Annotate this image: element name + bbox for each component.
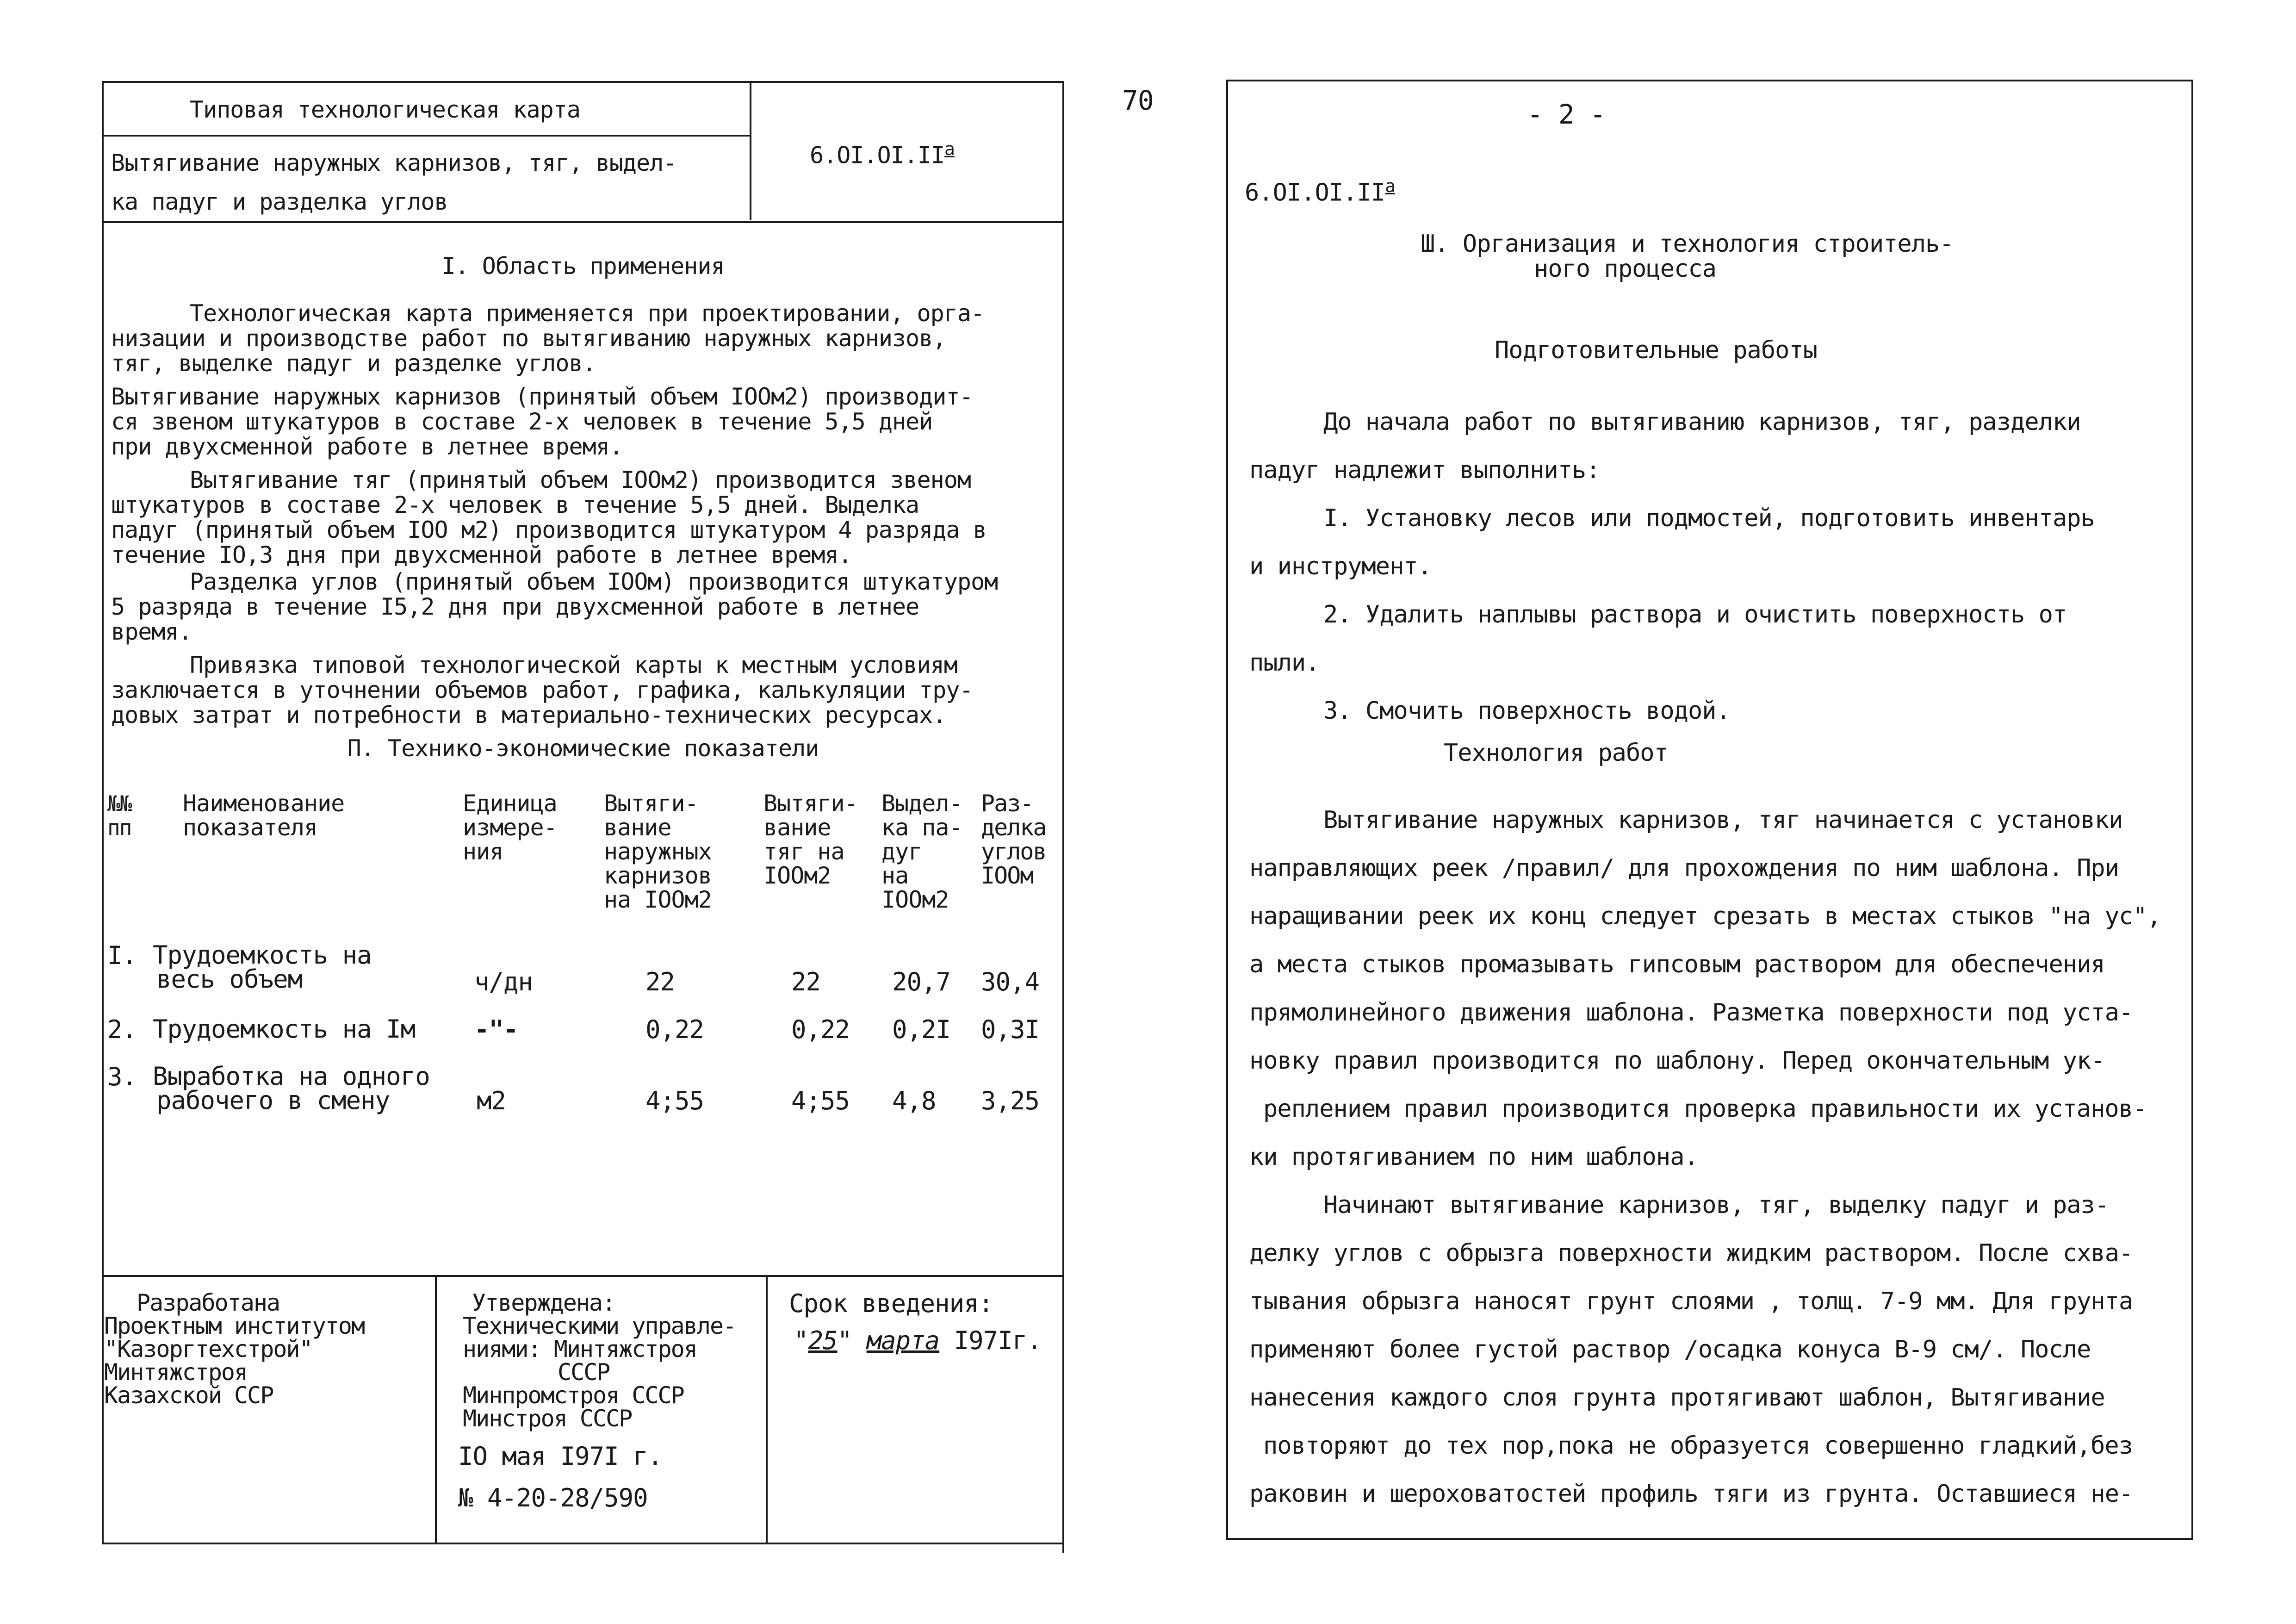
paragraph-line: заключается в уточнении объемов работ, графика, калькуляции тру- [111, 677, 973, 703]
text-line: направляющих реек /правил/ для прохождения по ним шаблона. При [1249, 854, 2119, 882]
heading-line: Ш. Организация и технология строитель- [1421, 230, 1954, 258]
paragraph-line: Разделка углов (принятый объем IOOм) производится штукатуром [190, 568, 998, 595]
footer-line: Разработана [137, 1289, 280, 1316]
text-line: новку правил производится по шаблону. Перед окончательным ук- [1249, 1047, 2105, 1075]
text-line: Вытягивание наружных карнизов, тяг начинается с установки [1323, 806, 2123, 834]
text-line: пыли. [1249, 649, 1320, 677]
row-name [153, 1064, 430, 1113]
paragraph-line: ся звеном штукатуров в составе 2-х человек в течение 5,5 дней [111, 408, 933, 435]
paragraph-line: время. [111, 618, 192, 645]
row-value: 0,3I [981, 1015, 1040, 1044]
header-code-sup: а [944, 139, 955, 159]
row-value: 4;55 [791, 1086, 850, 1115]
row-unit: -"- [474, 1015, 518, 1044]
paragraph-line: Вытягивание наружных карнизов (принятый объем IOOм2) производит- [111, 383, 973, 410]
section1-paragraph [111, 301, 1055, 376]
footer-line: ниями: Минтяжстроя [463, 1336, 697, 1363]
table-header-line: Раз- [981, 790, 1033, 817]
text-line: применяют более густой раствор /осадка конуса В-9 см/. После [1249, 1336, 2091, 1363]
right-code-sup: а [1385, 176, 1395, 196]
paragraph-line: низации и производстве работ по вытягиванию наружных карнизов, [111, 325, 946, 352]
footer-line: Проектным институтом [104, 1313, 365, 1339]
header-subtitle [111, 143, 676, 221]
row-name-line: Трудоемкость на Iм [153, 1014, 416, 1044]
header-subtitle-line: ка падуг и разделка углов [111, 188, 448, 215]
text-line: тывания обрызга наносят грунт слоями , толщ. 7-9 мм. Для грунта [1249, 1288, 2133, 1315]
footer-developed [104, 1289, 365, 1409]
header-divider-bottom [102, 221, 1064, 223]
header-code [810, 137, 955, 168]
row-value: 0,22 [645, 1015, 704, 1044]
text-line: реплением правил производится проверка правильности их установ- [1263, 1095, 2147, 1123]
left-frame-right [1062, 81, 1064, 1553]
left-frame-left [102, 81, 104, 1543]
text-line: прямолинейного движения шаблона. Разметка поверхности под уста- [1249, 999, 2133, 1027]
table-header-line: Вытяги- [763, 790, 858, 817]
table-header-line: дуг [881, 838, 922, 865]
right-section-heading [1421, 231, 1954, 281]
paragraph-line: течение IO,3 дня при двухсменной работе в летнее время. [111, 541, 852, 568]
right-frame-left [1226, 80, 1228, 1540]
row-value: 20,7 [892, 967, 951, 996]
technology-of-works [1249, 796, 2198, 1518]
footer-line: Минстроя СССР [463, 1405, 632, 1432]
row-value: 3,25 [981, 1086, 1040, 1115]
header-divider-vertical [750, 81, 751, 220]
header-code-main: 6.OI.OI.II [810, 142, 945, 169]
table-header-cell [763, 791, 858, 888]
section1-paragraph [111, 384, 1055, 459]
row-number: I. [107, 941, 137, 970]
table-header-line: ка па- [881, 814, 962, 841]
paragraph-line: штукатуров в составе 2-х человек в течение 5,5 дней. Выделка [111, 492, 919, 518]
text-line: делку углов с обрызга поверхности жидким раствором. После схва- [1249, 1239, 2133, 1267]
section1-paragraph [111, 569, 1055, 644]
right-frame-top [1226, 80, 2193, 81]
table-header-line: IOOм [981, 862, 1033, 889]
text-line: раковин и шероховатостей профиль тяги из грунта. Оставшиеся не- [1249, 1480, 2133, 1508]
right-frame-bottom [1226, 1538, 2193, 1540]
term-year: I97Iг. [954, 1326, 1042, 1355]
table-header-line: измере- [463, 814, 557, 841]
paragraph-line: Привязка типовой технологической карты к местным условиям [190, 652, 957, 678]
footer-line: СССР [558, 1359, 610, 1386]
text-line: 3. Смочить поверхность водой. [1323, 697, 1730, 725]
table-header-line: делка [981, 814, 1046, 841]
heading-line: ного процесса [1534, 255, 1716, 283]
text-line: ки протягиванием по ним шаблона. [1249, 1143, 1698, 1171]
row-value: 0,2I [892, 1015, 951, 1044]
row-value: 22 [645, 967, 675, 996]
paragraph-line: падуг (принятый объем IOO м2) производится штукатуром 4 разряда в [111, 516, 987, 543]
table-header-line: карнизов [604, 862, 712, 889]
section1-heading: I. Область применения [441, 253, 725, 280]
paragraph-line: 5 разряда в течение I5,2 дня при двухсменной работе в летнее [111, 593, 919, 620]
section1-paragraph [111, 653, 1055, 728]
footer-line: Утверждена: [472, 1289, 615, 1316]
row-value: 4;55 [645, 1086, 704, 1115]
footer-line: Техническими управле- [463, 1313, 736, 1339]
left-frame-bottom [102, 1543, 1064, 1544]
table-header-line: пп [107, 815, 131, 840]
text-line: I. Установку лесов или подмостей, подготовить инвентарь [1323, 504, 2095, 532]
table-header-line: показателя [183, 814, 318, 841]
footer-line: Минпромстроя СССР [463, 1382, 684, 1409]
footer-term-date: "25" марта I97Iг. [794, 1326, 1042, 1355]
row-name-line: Трудоемкость на [153, 940, 372, 970]
table-header-line: IOOм2 [881, 886, 949, 913]
footer-divider-1 [435, 1275, 437, 1543]
table-header-line: ния [463, 838, 503, 865]
footer-divider-top [102, 1275, 1064, 1277]
table-header-line: Вытяги- [604, 790, 698, 817]
right-code [1245, 174, 1395, 205]
row-unit: ч/дн [474, 967, 533, 996]
text-line: нанесения каждого слоя грунта протягивают шаблон, Вытягивание [1249, 1384, 2105, 1412]
row-value: 0,22 [791, 1015, 850, 1044]
footer-approved-date: IO мая I97I г. [458, 1442, 663, 1471]
right-sub-heading: Технология работ [1444, 739, 1668, 767]
header-title: Типовая технологическая карта [190, 96, 580, 123]
row-value: 30,4 [981, 967, 1040, 996]
table-header-line: Единица [463, 790, 557, 817]
row-value: 4,8 [892, 1086, 936, 1115]
left-frame-top [102, 81, 1064, 83]
preparatory-works [1249, 398, 2198, 735]
footer-line: "Казоргтехстрой" [104, 1336, 312, 1363]
table-header-cell [107, 791, 131, 840]
header-subtitle-line: Вытягивание наружных карнизов, тяг, выдел- [111, 149, 677, 176]
table-header-line: Выдел- [881, 790, 962, 817]
row-name [153, 940, 372, 994]
table-header-line: на IOOм2 [604, 886, 712, 913]
text-line: падуг надлежит выполнить: [1249, 456, 1600, 484]
footer-divider-2 [766, 1275, 768, 1543]
table-header-cell [183, 791, 344, 840]
table-header-line: вание [604, 814, 671, 841]
text-line: и инструмент. [1249, 553, 1432, 580]
term-day: 25 [808, 1326, 838, 1355]
header-divider-title [102, 135, 751, 137]
text-line: повторяют до тех пор,пока не образуется совершенно гладкий,без [1263, 1432, 2133, 1460]
paragraph-line: довых затрат и потребности в материально-технических ресурсах. [111, 702, 946, 728]
footer-term-label: Срок введения: [789, 1289, 993, 1318]
row-number: 3. [107, 1062, 137, 1091]
paragraph-line: тяг, выделке падуг и разделке углов. [111, 350, 596, 377]
text-line: Начинают вытягивание карнизов, тяг, выделку падуг и раз- [1323, 1191, 2109, 1219]
section2-heading: П. Технико-экономические показатели [347, 735, 819, 762]
footer-line: Минтяжстроя [104, 1359, 248, 1386]
row-value: 22 [791, 967, 821, 996]
table-header-cell [463, 791, 557, 864]
term-month: марта [866, 1326, 940, 1355]
right-sub-heading: Подготовительные работы [1495, 336, 1818, 364]
paragraph-line: Вытягивание тяг (принятый объем IOOм2) производится звеном [190, 467, 971, 493]
paragraph-line: Технологическая карта применяется при проектировании, орга- [190, 300, 985, 327]
text-line: наращивании реек их конц следует срезать в местах стыков "на ус", [1249, 902, 2161, 930]
page-number: 70 [1122, 85, 1154, 116]
row-name-line: весь объем [156, 964, 303, 994]
footer-approved-number: № 4-20-28/590 [458, 1483, 648, 1512]
table-header-cell [604, 791, 712, 912]
text-line: До начала работ по вытягиванию карнизов, тяг, разделки [1323, 408, 2081, 436]
table-header-line: №№ [107, 791, 131, 816]
table-header-line: углов [981, 838, 1046, 865]
paragraph-line: при двухсменной работе в летнее время. [111, 433, 623, 460]
table-header-line: вание [763, 814, 831, 841]
row-name-line: Выработка на одного [153, 1062, 430, 1091]
row-name-line: рабочего в смену [156, 1086, 390, 1115]
footer-approved [463, 1289, 736, 1432]
table-header-line: тяг на [763, 838, 844, 865]
table-header-cell [981, 791, 1046, 888]
table-header-line: на [881, 862, 909, 889]
table-header-line: Наименование [183, 790, 345, 817]
row-unit: м2 [477, 1086, 506, 1115]
row-name [153, 1014, 416, 1044]
table-header-line: наружных [604, 838, 712, 865]
text-line: 2. Удалить наплывы раствора и очистить поверхность от [1323, 601, 2067, 628]
row-number: 2. [107, 1015, 137, 1044]
section1-paragraph [111, 467, 1055, 567]
table-header-cell [881, 791, 962, 912]
footer-line: Казахской ССР [104, 1382, 273, 1409]
right-code-main: 6.OI.OI.II [1245, 179, 1385, 207]
text-line: а места стыков промазывать гипсовым раствором для обеспечения [1249, 951, 2105, 978]
right-page-mark: - 2 - [1527, 99, 1606, 130]
table-header-line: IOOм2 [763, 862, 831, 889]
